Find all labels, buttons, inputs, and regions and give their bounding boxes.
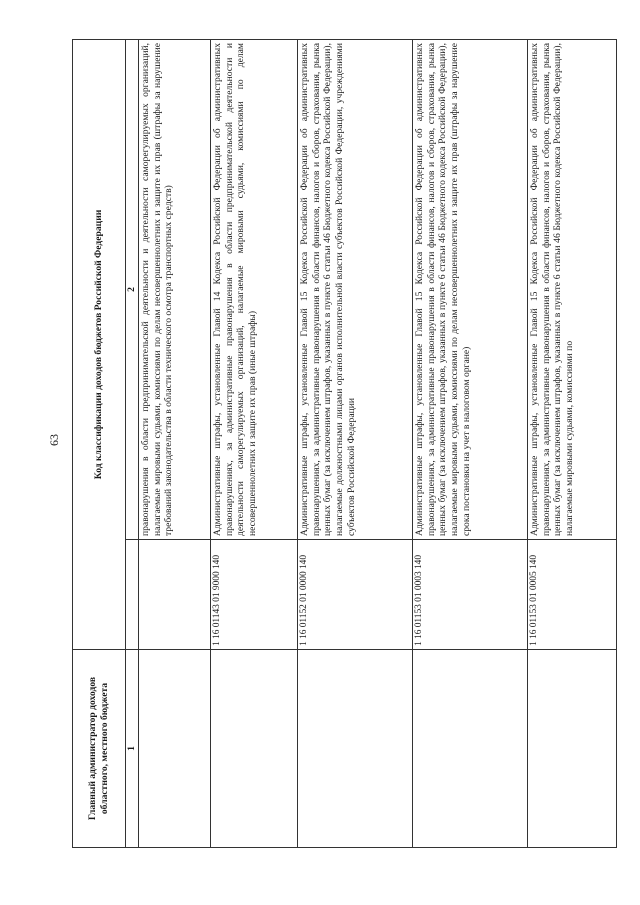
header-administrator: Главный администратор доходов областного, местного бюджета	[73, 650, 126, 848]
administrator-cell	[528, 650, 617, 848]
column-number-code	[126, 540, 139, 650]
table-row	[413, 40, 528, 848]
table-row	[211, 40, 298, 848]
income-description: Административные штрафы, установленные Главой 15 Кодекса Российской Федерации об административных правонарушениях, за административные правонарушения в области финансов, налогов и сборов, страхования, рынка ценных бумаг (за исключением штрафов, указанных в пункте 6 статьи 46 Бюджетного кодекса Российской Федерации), налагаемые мировыми судьями, комиссиями по	[528, 40, 617, 540]
column-number-row	[126, 40, 139, 848]
table-row	[298, 40, 413, 848]
administrator-cell	[298, 650, 413, 848]
income-code	[139, 540, 211, 650]
column-number-2: 2	[126, 40, 139, 540]
income-description: правонарушения в области предпринимательской деятельности и деятельности саморегулируемых организаций, налагаемые мировыми судьями, комиссиями по делам несовершеннолетних и защите их прав (штрафы за нарушение требований законодательства в области технического осмотра транспортных средств)	[139, 40, 211, 540]
header-classification-code: Код классификации доходов бюджетов Российской Федерации	[73, 40, 126, 650]
budget-classification-table	[72, 39, 617, 848]
administrator-cell	[211, 650, 298, 848]
income-code: 1 16 01153 01 0003 140	[413, 540, 528, 650]
table-row	[528, 40, 617, 848]
income-description: Административные штрафы, установленные Главой 15 Кодекса Российской Федерации об административных правонарушениях, за административные правонарушения в области финансов, налогов и сборов, страхования, рынка ценных бумаг (за исключением штрафов, указанных в пункте 6 статьи 46 Бюджетного кодекса Российской Федерации), налагаемые должностными лицами органов исполнительной власти субъектов Российской Федерации, учреждениями субъектов Российской Федерации	[298, 40, 413, 540]
administrator-cell	[139, 650, 211, 848]
income-description: Административные штрафы, установленные Главой 15 Кодекса Российской Федерации об административных правонарушениях, за административные правонарушения в области финансов, налогов и сборов, страхования, рынка ценных бумаг (за исключением штрафов, указанных в пункте 6 статьи 46 Бюджетного кодекса Российской Федерации), налагаемые мировыми судьями, комиссиями по делам несовершеннолетних и защите их прав (штрафы за нарушение срока постановки на учет в налоговом органе)	[413, 40, 528, 540]
income-code: 1 16 01143 01 9000 140	[211, 540, 298, 650]
table-header-row	[73, 40, 126, 848]
column-number-1: 1	[126, 650, 139, 848]
administrator-cell	[413, 650, 528, 848]
income-code: 1 16 01153 01 0005 140	[528, 540, 617, 650]
rotated-page-content	[72, 40, 612, 848]
income-description: Административные штрафы, установленные Главой 14 Кодекса Российской Федерации об административных правонарушениях, за административные правонарушения в области предпринимательской деятельности и деятельности саморегулируемых организаций, налагаемые мировыми судьями, комиссиями по делам несовершеннолетних и защите их прав (иные штрафы)	[211, 40, 298, 540]
page-number: 63	[47, 434, 61, 446]
table-row	[139, 40, 211, 848]
income-code: 1 16 01152 01 0000 140	[298, 540, 413, 650]
